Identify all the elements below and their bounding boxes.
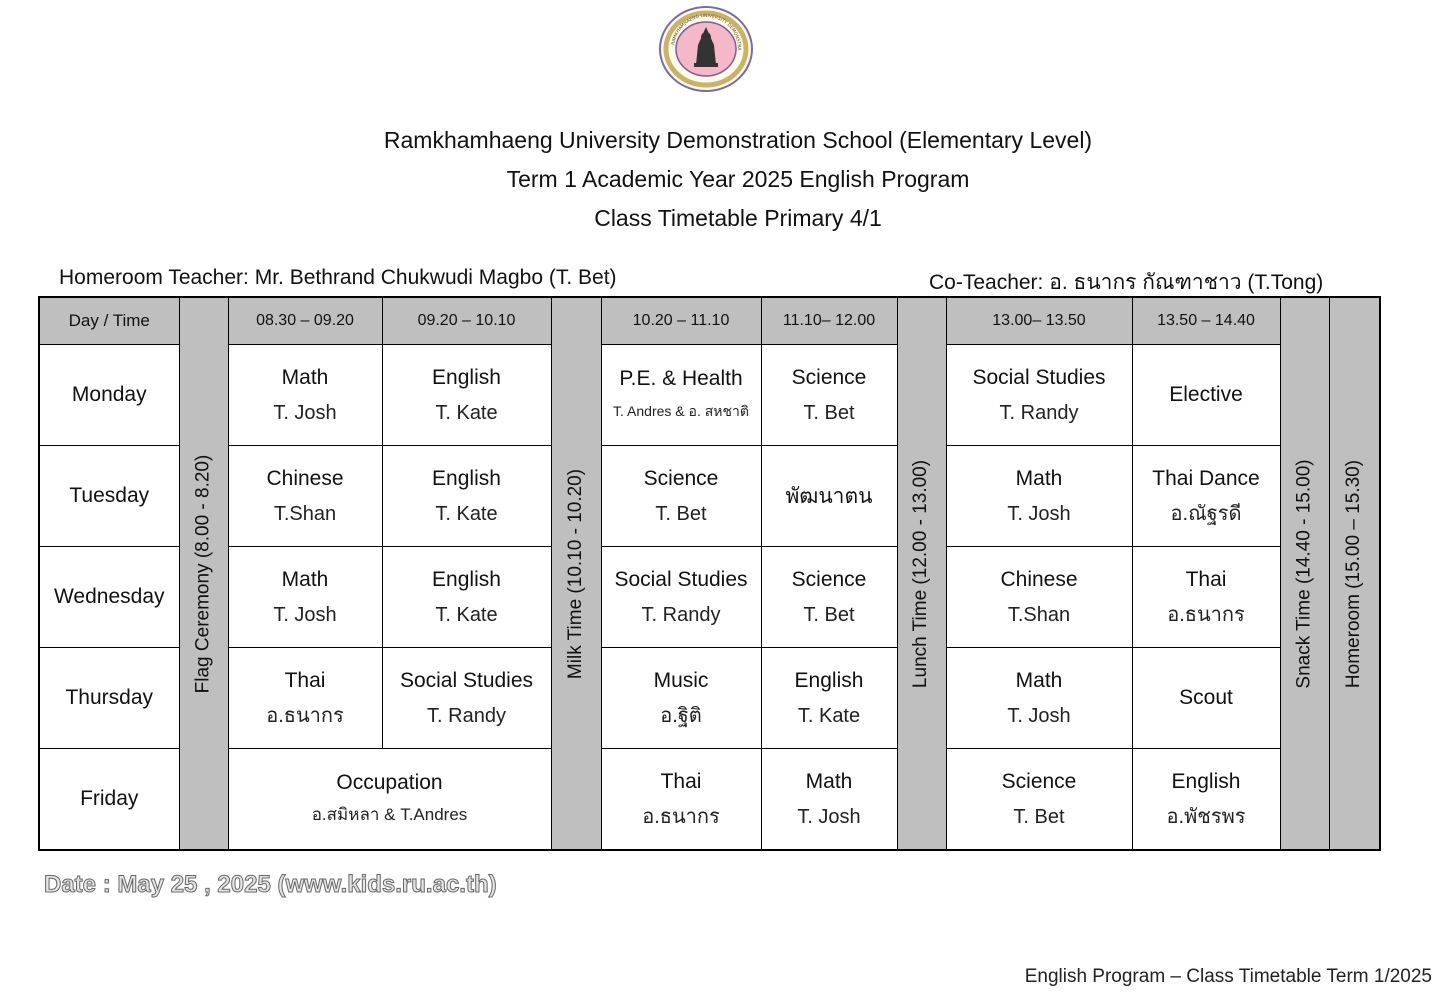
period-5-header: 13.00– 13.50 bbox=[946, 297, 1132, 345]
class-cell: Thai อ.ธนากร bbox=[1132, 547, 1280, 648]
flag-ceremony-label: Flag Ceremony (8.00 - 8.20) bbox=[192, 454, 214, 693]
day-monday: Monday bbox=[39, 345, 179, 446]
day-wednesday: Wednesday bbox=[39, 547, 179, 648]
lunch-time-label: Lunch Time (12.00 - 13.00) bbox=[910, 459, 932, 688]
class-cell: Music อ.ฐิติ bbox=[601, 648, 761, 749]
milk-time-label: Milk Time (10.10 - 10.20) bbox=[565, 468, 587, 679]
timetable bbox=[38, 296, 1381, 851]
class-cell: Thai Dance อ.ณัฐรดี bbox=[1132, 446, 1280, 547]
co-teacher: Co-Teacher: อ. ธนากร กัณฑาชาว (T.Tong) bbox=[929, 271, 1324, 294]
svg-text:RAMKHAMHAENG UNIVERSITY DEMONS: RAMKHAMHAENG UNIVERSITY DEMONSTRA bbox=[671, 13, 742, 51]
table-row bbox=[39, 345, 1380, 446]
snack-time-label: Snack Time (14.40 - 15.00) bbox=[1293, 458, 1315, 689]
class-cell: Math T. Josh bbox=[946, 446, 1132, 547]
class-cell: English T. Kate bbox=[382, 345, 551, 446]
class-cell: Chinese T.Shan bbox=[946, 547, 1132, 648]
homeroom-label: Homeroom (15.00 – 15.30) bbox=[1343, 459, 1365, 688]
class-cell: Science T. Bet bbox=[761, 547, 897, 648]
day-time-header: Day / Time bbox=[39, 297, 179, 345]
milk-time-column bbox=[551, 297, 601, 850]
class-cell: P.E. & Health T. Andres & อ. สหชาติ bbox=[601, 345, 761, 446]
class-cell: Thai อ.ธนากร bbox=[228, 648, 382, 749]
class-cell: English T. Kate bbox=[382, 547, 551, 648]
day-tuesday: Tuesday bbox=[39, 446, 179, 547]
flag-ceremony-column bbox=[179, 297, 228, 850]
school-title: Ramkhamhaeng University Demonstration School (Elementary Level) bbox=[383, 127, 1093, 153]
day-friday: Friday bbox=[39, 749, 179, 851]
class-cell: English อ.พัชรพร bbox=[1132, 749, 1280, 851]
homeroom-teacher: Homeroom Teacher: Mr. Bethrand Chukwudi Magbo (T. Bet) bbox=[59, 266, 617, 289]
class-cell: พัฒนาตน bbox=[761, 446, 897, 547]
class-cell: Chinese T.Shan bbox=[228, 446, 382, 547]
table-row bbox=[39, 749, 1380, 851]
period-1-header: 08.30 – 09.20 bbox=[228, 297, 382, 345]
class-cell: Thai อ.ธนากร bbox=[601, 749, 761, 851]
period-2-header: 09.20 – 10.10 bbox=[382, 297, 551, 345]
class-cell: Math T. Josh bbox=[946, 648, 1132, 749]
homeroom-column bbox=[1329, 297, 1380, 850]
class-cell: Math T. Josh bbox=[228, 547, 382, 648]
class-cell: Social Studies T. Randy bbox=[601, 547, 761, 648]
day-thursday: Thursday bbox=[39, 648, 179, 749]
class-cell: English T. Kate bbox=[382, 446, 551, 547]
table-row bbox=[39, 446, 1380, 547]
class-cell: Math T. Josh bbox=[228, 345, 382, 446]
period-3-header: 10.20 – 11.10 bbox=[601, 297, 761, 345]
table-row bbox=[39, 648, 1380, 749]
class-title: Class Timetable Primary 4/1 bbox=[594, 205, 882, 231]
class-cell: Science T. Bet bbox=[601, 446, 761, 547]
snack-time-column bbox=[1280, 297, 1329, 850]
class-cell: Social Studies T. Randy bbox=[946, 345, 1132, 446]
class-cell: Scout bbox=[1132, 648, 1280, 749]
lunch-time-column bbox=[897, 297, 946, 850]
table-row bbox=[39, 547, 1380, 648]
class-cell: Math T. Josh bbox=[761, 749, 897, 851]
class-cell: Occupation อ.สมิหลา & T.Andres bbox=[228, 749, 551, 851]
class-cell: Science T. Bet bbox=[946, 749, 1132, 851]
school-logo bbox=[658, 5, 754, 93]
class-cell: English T. Kate bbox=[761, 648, 897, 749]
class-cell: Elective bbox=[1132, 345, 1280, 446]
term-title: Term 1 Academic Year 2025 English Program bbox=[506, 166, 970, 192]
date-line: Date : May 25 , 2025 (www.kids.ru.ac.th) bbox=[44, 871, 497, 898]
period-6-header: 13.50 – 14.40 bbox=[1132, 297, 1280, 345]
class-cell: Science T. Bet bbox=[761, 345, 897, 446]
header-row bbox=[39, 297, 1380, 345]
class-cell: Social Studies T. Randy bbox=[382, 648, 551, 749]
page-footer: English Program – Class Timetable Term 1/2025 bbox=[1024, 966, 1432, 987]
period-4-header: 11.10– 12.00 bbox=[761, 297, 897, 345]
